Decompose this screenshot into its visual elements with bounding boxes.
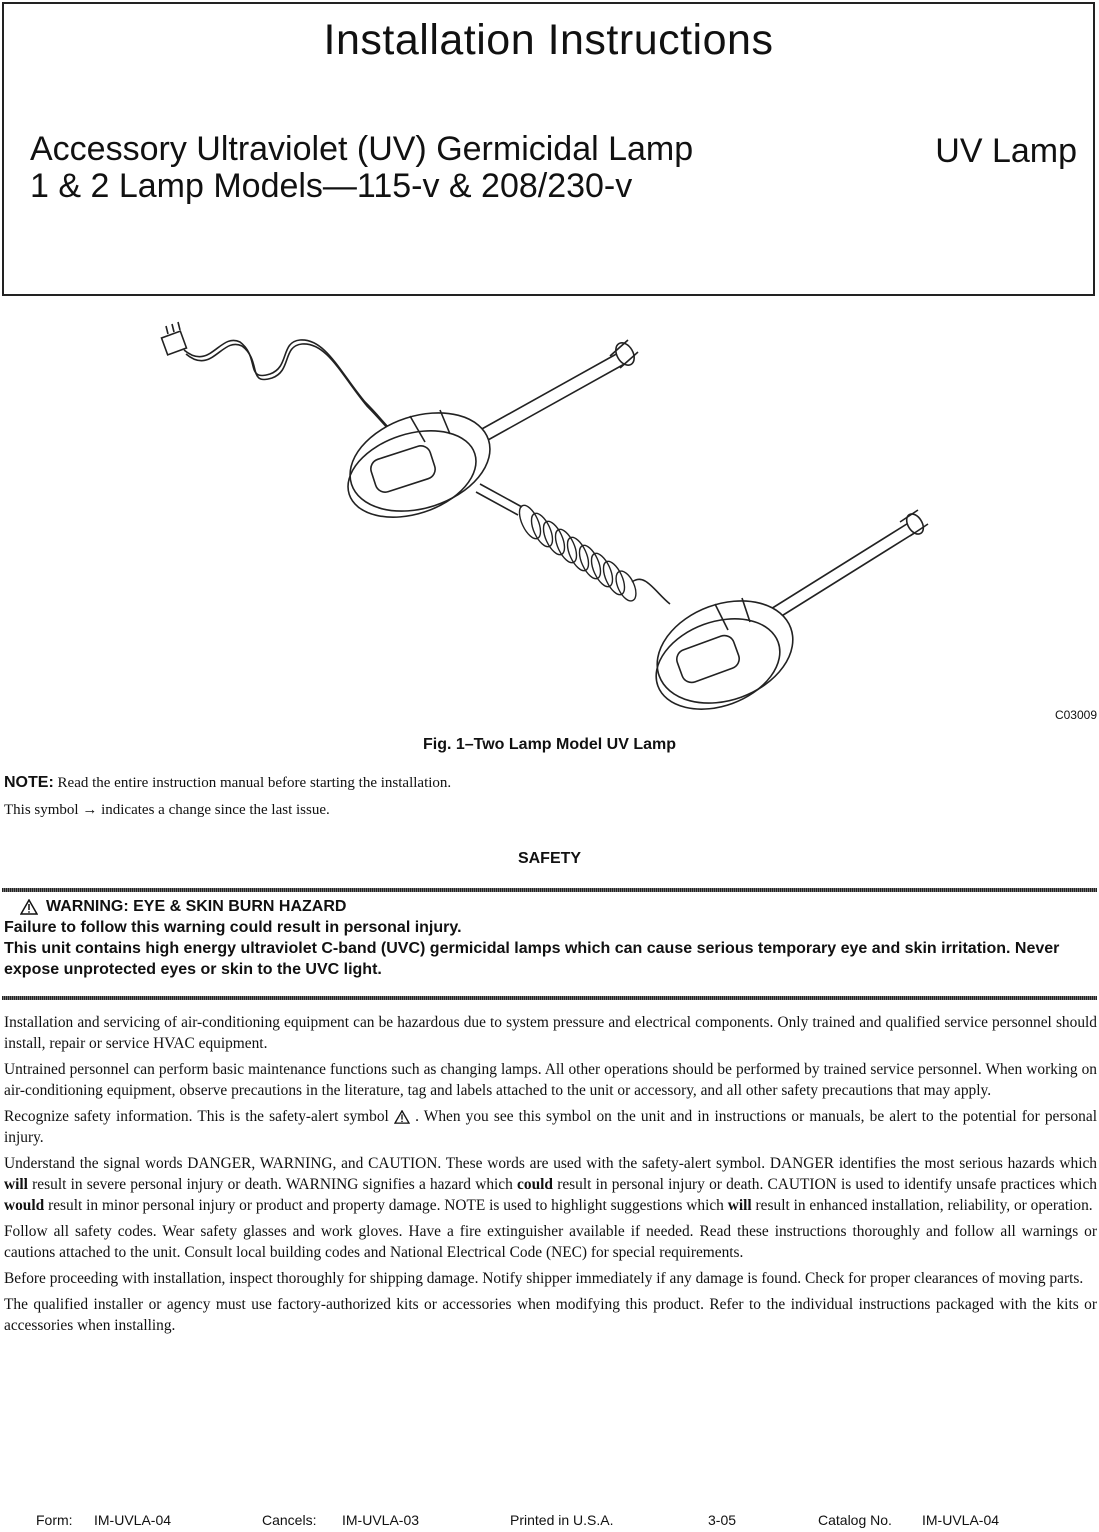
- figure-caption: Fig. 1–Two Lamp Model UV Lamp: [422, 736, 677, 753]
- note-line: [4, 774, 451, 792]
- paragraph-4: Understand the signal words DANGER, WARNING, and CAUTION. These words are used with the safety-alert symbol. DANGER identifies the most serious hazards which will result in severe personal injury or death. WARNING signifies a hazard which could result in personal injury or death. CAUTION is used to identify unsafe practices which would result in minor personal injury or product and property damage. NOTE is used to highlight suggestions which will result in enhanced installation, reliability, or operation.: [4, 1155, 1097, 1214]
- safety-alert-icon: [20, 899, 38, 915]
- product-tag: UV Lamp: [935, 132, 1077, 170]
- warning-line-2: This unit contains high energy ultraviolet C-band (UVC) germicidal lamps which can cause serious temporary eye and skin irritation. Never expose unprotected eyes or skin to the UVC light.: [4, 940, 1060, 978]
- footer-form-value: IM-UVLA-04: [94, 1512, 172, 1528]
- paragraph-5: Follow all safety codes. Wear safety glasses and work gloves. Have a fire extinguisher available if needed. Read these instructions thoroughly and follow all warnings or cautions attached to the unit. Consult local building codes and National Electrical Code (NEC) for special requirements.: [4, 1223, 1097, 1261]
- footer-cancels-label: Cancels:: [262, 1512, 317, 1528]
- warning-bottom-rule: [2, 996, 1097, 1000]
- note-text: Read the entire instruction manual before starting the installation.: [57, 775, 452, 791]
- symbol-text-before: This symbol: [4, 802, 79, 818]
- warning-heading-row: [4, 896, 1095, 917]
- figure-code: C03009: [1054, 708, 1097, 722]
- footer-date: 3-05: [708, 1512, 737, 1528]
- paragraph-7: The qualified installer or agency must use factory-authorized kits or accessories when modifying this product. Refer to the individual instructions packaged with the kits or accessories when installing.: [4, 1296, 1097, 1334]
- subtitle-line-2: 1 & 2 Lamp Models—115-v & 208/230-v: [30, 167, 633, 205]
- arrow-right-icon: →: [82, 802, 98, 818]
- subtitle-line-1: Accessory Ultraviolet (UV) Germicidal Lamp: [30, 130, 694, 168]
- two-lamp-uv-illustration: [150, 312, 950, 722]
- paragraph-6: Before proceeding with installation, inspect thoroughly for shipping damage. Notify shipper immediately if any damage is found. Check for proper clearances of moving parts.: [4, 1270, 1084, 1287]
- safety-heading: SAFETY: [517, 850, 582, 867]
- warning-box: [4, 896, 1095, 980]
- safety-alert-icon: [394, 1110, 410, 1124]
- paragraph-1: Installation and servicing of air-conditioning equipment can be hazardous due to system pressure and electrical components. Only trained and qualified service personnel should install, repair or service HVAC equipment.: [4, 1014, 1097, 1052]
- change-symbol-line: [4, 802, 330, 819]
- paragraph-2: Untrained personnel can perform basic maintenance functions such as changing lamps. All other operations should be performed by trained service personnel. When working on air-conditioning equipment, observe precautions in the literature, tag and labels attached to the unit or accessory, and all other safety precautions that may apply.: [4, 1061, 1097, 1099]
- symbol-text-after: indicates a change since the last issue.: [101, 802, 330, 818]
- header-box: [2, 2, 1095, 296]
- paragraph-3: Recognize safety information. This is the safety-alert symbol . When you see this symbol on the unit and in instructions or manuals, be alert to the potential for personal injury.: [4, 1108, 1097, 1146]
- footer-printed: Printed in U.S.A.: [510, 1512, 614, 1528]
- footer-catalog-label: Catalog No.: [818, 1512, 892, 1528]
- document-title: Installation Instructions: [323, 16, 774, 64]
- note-label: NOTE:: [4, 774, 54, 791]
- warning-line-1: Failure to follow this warning could result in personal injury.: [4, 919, 462, 936]
- connector-plug-icon: [162, 322, 187, 355]
- footer-catalog-value: IM-UVLA-04: [922, 1512, 1000, 1528]
- footer-form-label: Form:: [36, 1512, 73, 1528]
- warning-title: WARNING: EYE & SKIN BURN HAZARD: [46, 898, 347, 915]
- footer-cancels-value: IM-UVLA-03: [342, 1512, 420, 1528]
- warning-top-rule: [2, 888, 1097, 892]
- safety-body: [4, 1012, 1097, 1341]
